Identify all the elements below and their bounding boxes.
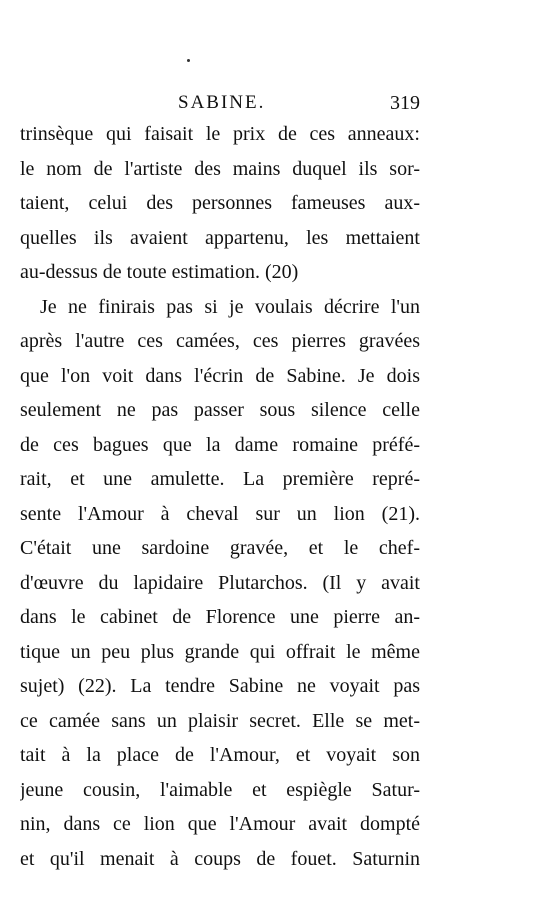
text-line: seulement ne pas passer sous silence celle <box>20 399 420 421</box>
text-line: après l'autre ces camées, ces pierres gravées <box>20 330 420 352</box>
text-line: taient, celui des personnes fameuses aux- <box>20 192 420 214</box>
text-line: quelles ils avaient appartenu, les mettaient <box>20 226 420 249</box>
text-line: le nom de l'artiste des mains duquel ils sor- <box>20 157 420 180</box>
text-line: nin, dans ce lion que l'Amour avait dompté <box>20 813 420 835</box>
text-line: jeune cousin, l'aimable et espiègle Satur- <box>20 778 420 801</box>
text-line: ce camée sans un plaisir secret. Elle se met- <box>20 709 420 732</box>
text-line: d'œuvre du lapidaire Plutarchos. (Il y avait <box>20 571 420 594</box>
text-line: dans le cabinet de Florence une pierre an- <box>20 606 420 628</box>
text-line: que l'on voit dans l'écrin de Sabine. Je dois <box>20 364 420 387</box>
running-title: SABINE. <box>178 92 266 113</box>
running-header <box>20 89 420 117</box>
text-line: tique un peu plus grande qui offrait le même <box>20 640 420 663</box>
text-line: Je ne finirais pas si je voulais décrire l'un <box>40 295 420 318</box>
text-line: au-dessus de toute estimation. (20) <box>20 261 299 283</box>
body-text <box>20 117 420 876</box>
text-line: rait, et une amulette. La première repré- <box>20 468 420 490</box>
text-line: et qu'il menait à coups de fouet. Saturnin <box>20 847 420 870</box>
text-line: trinsèque qui faisait le prix de ces anneaux: <box>20 123 420 145</box>
text-line: tait à la place de l'Amour, et voyait son <box>20 744 420 766</box>
page-speck <box>187 59 190 62</box>
text-line: sujet) (22). La tendre Sabine ne voyait pas <box>20 675 420 697</box>
text-line: de ces bagues que la dame romaine préfé- <box>20 433 420 456</box>
page-number: 319 <box>390 92 420 114</box>
text-line: C'était une sardoine gravée, et le chef- <box>20 537 420 559</box>
text-line: sente l'Amour à cheval sur un lion (21). <box>20 502 420 525</box>
